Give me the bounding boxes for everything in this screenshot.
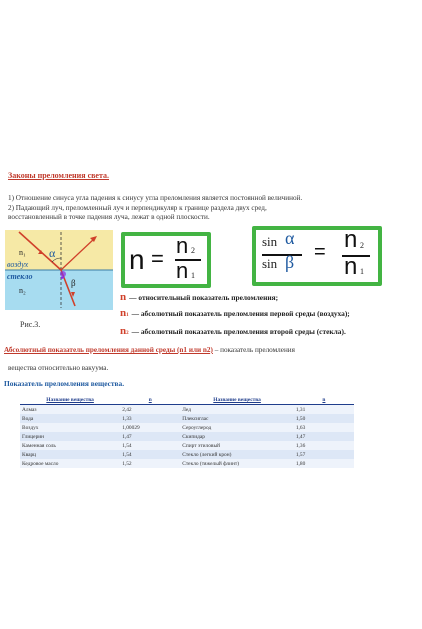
legend-n1 — [120, 307, 350, 319]
formula2-eq: = — [314, 241, 326, 263]
column-header: Название вещества — [180, 395, 294, 405]
column-header: Название вещества — [20, 395, 120, 405]
formula1-lhs: n — [129, 244, 145, 275]
laws-text — [8, 194, 412, 223]
table-cell: 2,42 — [120, 405, 180, 415]
table-cell: Глицерин — [20, 432, 120, 441]
law-line-2: 2) Падающий луч, преломленный луч и перпендикуляр к границе раздела двух сред, — [8, 203, 267, 212]
section-heading: Законы преломления света. — [8, 171, 110, 180]
legend-text: — относительный показатель преломления; — [129, 293, 279, 302]
table-row — [20, 441, 354, 450]
formula-relative-index — [121, 232, 211, 288]
table-cell: 1,52 — [120, 459, 180, 468]
formula2-rnum-sub: 2 — [360, 241, 364, 250]
table-cell: Сероуглерод — [180, 423, 294, 432]
formula2-sin-bottom: sin — [262, 256, 278, 271]
refractive-index-table — [20, 395, 354, 468]
table-row — [20, 414, 354, 423]
table-cell: 1,54 — [120, 450, 180, 459]
glass-label: стекло — [7, 272, 33, 281]
table-cell: Скипидар — [180, 432, 294, 441]
n2-label: n₂ — [19, 286, 26, 295]
table-row — [20, 423, 354, 432]
table-cell: Кварц — [20, 450, 120, 459]
table-cell: 1,33 — [120, 414, 180, 423]
legend-symbol: n2 — [120, 325, 129, 337]
table-header-row — [20, 395, 354, 405]
table-cell: Стекло (тяжелый флинт) — [180, 459, 294, 468]
alpha-label: α — [49, 246, 56, 260]
law-line-1: 1) Отношение синуса угла падения к синусу угла преломления является постоянной величиной. — [8, 194, 303, 202]
definition-term: Абсолютный показатель преломления данной среды (n1 или n2) — [4, 346, 213, 354]
table-cell: Спирт этиловый — [180, 441, 294, 450]
figure-caption: Рис.3. — [20, 320, 41, 329]
table-cell: Лед — [180, 405, 294, 415]
legend-text: — абсолютный показатель преломления второй среды (стекла). — [131, 327, 346, 336]
column-header: n — [120, 395, 180, 405]
legend-relative — [120, 291, 278, 303]
table-cell: 1,36 — [294, 441, 354, 450]
legend-symbol: n1 — [120, 307, 129, 319]
formula2-rnum: n — [344, 226, 358, 253]
table-row — [20, 450, 354, 459]
table-cell: 1,31 — [294, 405, 354, 415]
column-header: n — [294, 395, 354, 405]
table-cell: 1,63 — [294, 423, 354, 432]
formula1-den: n — [176, 258, 189, 283]
formula1-num: n — [176, 233, 189, 258]
table-cell: 1,80 — [294, 459, 354, 468]
table-cell: Кедровое масло — [20, 459, 120, 468]
table-cell: Воздух — [20, 423, 120, 432]
table-cell: Алмаз — [20, 405, 120, 415]
table-cell: 1,00029 — [120, 423, 180, 432]
table-cell: Стекло (легкий крон) — [180, 450, 294, 459]
refraction-figure — [5, 230, 113, 310]
legend-symbol: n — [120, 291, 127, 303]
formula1-den-sub: 1 — [191, 271, 195, 280]
formula2-rden-sub: 1 — [360, 267, 364, 276]
absolute-index-definition — [4, 346, 418, 356]
table-cell: Каменная соль — [20, 441, 120, 450]
table-row — [20, 432, 354, 441]
n1-label: n₁ — [19, 248, 26, 257]
table-title: Показатель преломления вещества. — [4, 379, 125, 388]
table-cell: 1,47 — [120, 432, 180, 441]
table-row — [20, 405, 354, 415]
legend-n2 — [120, 325, 346, 337]
formula1-eq: = — [151, 246, 164, 271]
table-cell: 1,47 — [294, 432, 354, 441]
formula2-sin-top: sin — [262, 234, 278, 249]
definition-line-2: вещества относительно вакуума. — [8, 364, 109, 372]
table-cell: 1,54 — [120, 441, 180, 450]
table-cell: Вода — [20, 414, 120, 423]
air-label: воздух — [7, 260, 29, 269]
table-cell: Плексиглас — [180, 414, 294, 423]
formula2-alpha: α — [285, 228, 295, 248]
refraction-diagram — [5, 230, 113, 310]
table-cell: 1,57 — [294, 450, 354, 459]
formula-snell-law — [252, 226, 382, 286]
formula1-num-sub: 2 — [191, 246, 195, 255]
formula2-rden: n — [344, 253, 358, 280]
table-cell: 1,50 — [294, 414, 354, 423]
table-row — [20, 459, 354, 468]
beta-label: β — [71, 278, 76, 288]
legend-text: — абсолютный показатель преломления первой среды (воздуха); — [131, 309, 350, 318]
law-line-3: восстановленный в точке падения луча, лежат в одной плоскости. — [8, 213, 210, 221]
definition-rest: – показатель преломления — [212, 346, 295, 354]
formula2-beta: β — [285, 252, 295, 272]
